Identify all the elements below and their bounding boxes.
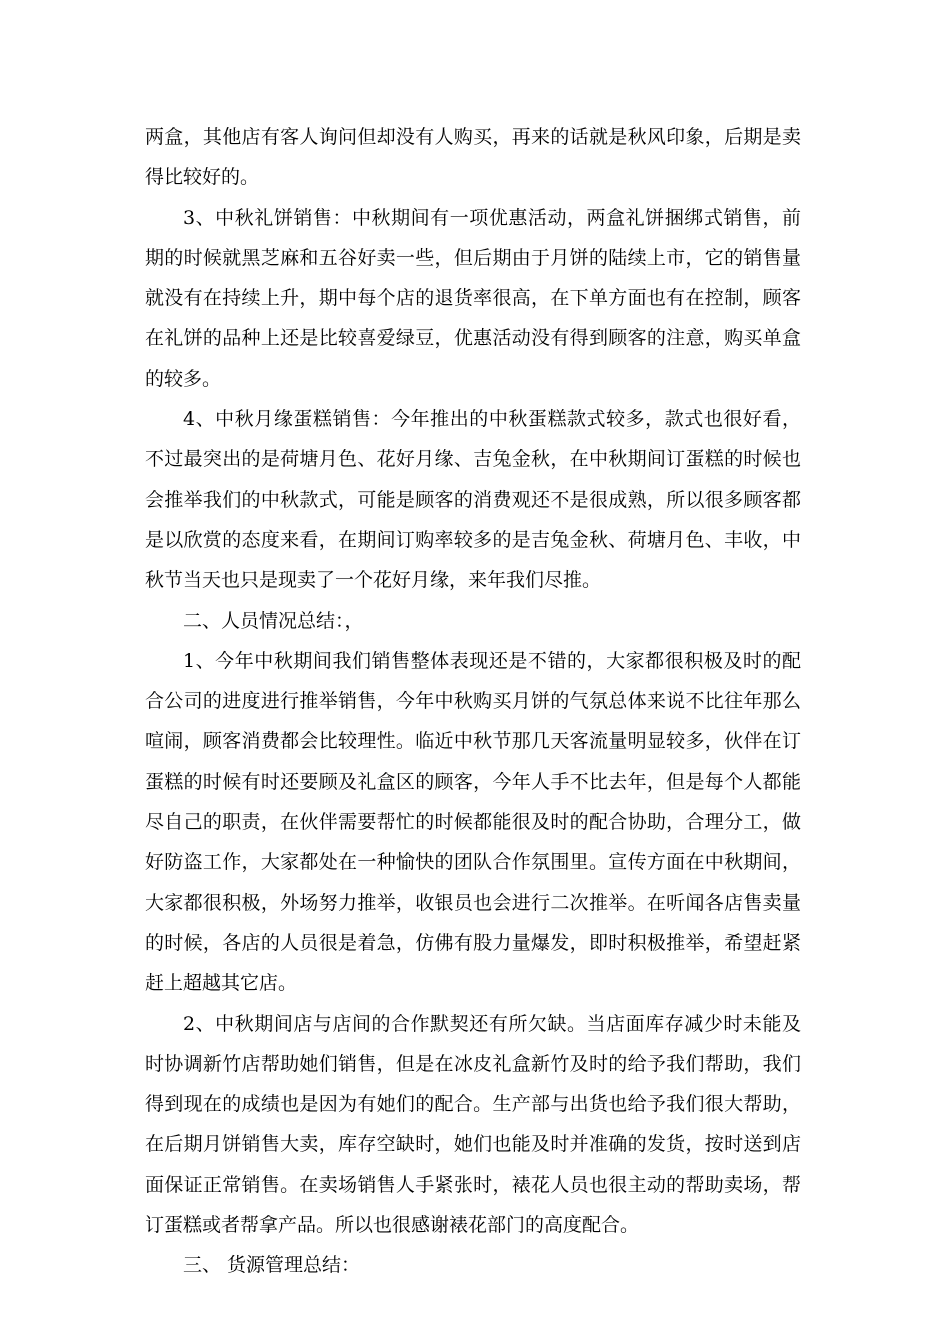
section-heading-supply-summary: 三、 货源管理总结： [183,1254,361,1277]
paragraph-mooncake-gift-cake-sales: 3、中秋礼饼销售：中秋期间有一项优惠活动，两盒礼饼捆绑式销售，前期的时候就黑芝麻和五谷好卖一些，但后期由于月饼的陆续上市，它的销售量就没有在持续上升，期中每个店的退货率很高，在下单方面也有在控制，顾客在礼饼的品种上还是比较喜爱绿豆，优惠活动没有得到顾客的注意，购买单盒的较多。 [145,206,801,390]
paragraph-store-cooperation: 2、中秋期间店与店间的合作默契还有所欠缺。当店面库存减少时未能及时协调新竹店帮助她们销售，但是在冰皮礼盒新竹及时的给予我们帮助，我们得到现在的成绩也是因为有她们的配合。生产部与出货也给予我们很大帮助，在后期月饼销售大卖，库存空缺时，她们也能及时并准确的发货，按时送到店面保证正常销售。在卖场销售人手紧张时，裱花人员也很主动的帮助卖场，帮订蛋糕或者帮拿产品。所以也很感谢裱花部门的高度配合。 [145,1012,801,1237]
paragraph-staff-performance: 1、今年中秋期间我们销售整体表现还是不错的，大家都很积极及时的配合公司的进度进行推举销售，今年中秋购买月饼的气氛总体来说不比往年那么喧闹，顾客消费都会比较理性。临近中秋节那几天客流量明显较多，伙伴在订蛋糕的时候有时还要顾及礼盒区的顾客，今年人手不比去年，但是每个人都能尽自己的职责，在伙伴需要帮忙的时候都能很及时的配合协助，合理分工，做好防盗工作，大家都处在一种愉快的团队合作氛围里。宣传方面在中秋期间，大家都很积极，外场努力推举，收银员也会进行二次推举。在听闻各店售卖量的时候，各店的人员很是着急，仿佛有股力量爆发，即时积极推举，希望赶紧赶上超越其它店。 [145,649,801,995]
document-body [145,117,801,1286]
section-heading-staff-summary: 二、人员情况总结：， [183,609,364,632]
paragraph-continuation: 两盒，其他店有客人询问但却没有人购买，再来的话就是秋风印象，后期是卖得比较好的。 [145,126,801,189]
paragraph-mid-autumn-cake-sales: 4、中秋月缘蛋糕销售：今年推出的中秋蛋糕款式较多，款式也很好看，不过最突出的是荷塘月色、花好月缘、吉兔金秋，在中秋期间订蛋糕的时候也会推举我们的中秋款式，可能是顾客的消费观还不是很成熟，所以很多顾客都是以欣赏的态度来看，在期间订购率较多的是吉兔金秋、荷塘月色、丰收，中秋节当天也只是现卖了一个花好月缘，来年我们尽推。 [145,408,801,592]
